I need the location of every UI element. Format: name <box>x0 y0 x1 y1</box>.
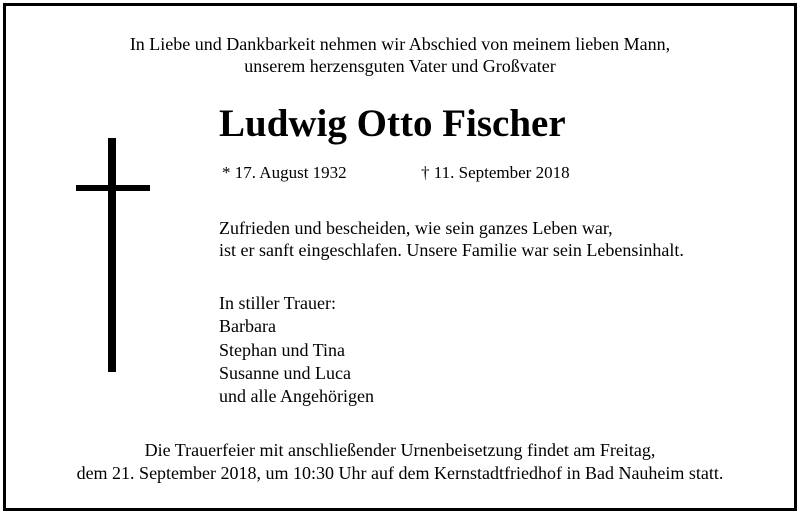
mourners-heading: In stiller Trauer: <box>219 293 336 313</box>
death-date: † 11. September 2018 <box>421 163 570 182</box>
cross-horizontal-bar <box>76 185 150 191</box>
epitaph-line-2: ist er sanft eingeschlafen. Unsere Familie war sein Lebensinhalt. <box>219 240 684 260</box>
cross-vertical-bar <box>108 138 116 372</box>
mourner-name: Stephan und Tina <box>219 340 346 360</box>
funeral-info-line-2: dem 21. September 2018, um 10:30 Uhr auf dem Kernstadtfriedhof in Bad Nauheim statt. <box>76 463 724 483</box>
deceased-name: Ludwig Otto Fischer <box>219 102 566 145</box>
epitaph-line-1: Zufrieden und bescheiden, wie sein ganzes Leben war, <box>219 218 613 238</box>
mourner-name: und alle Angehörigen <box>219 386 374 406</box>
mourner-name: Susanne und Luca <box>219 363 351 383</box>
cross-icon <box>76 138 150 372</box>
birth-date: * 17. August 1932 <box>222 163 347 182</box>
intro-line-1: In Liebe und Dankbarkeit nehmen wir Abschied von meinem lieben Mann, <box>129 34 671 54</box>
mourner-name: Barbara <box>219 316 276 336</box>
funeral-info-line-1: Die Trauerfeier mit anschließender Urnenbeisetzung findet am Freitag, <box>144 440 656 460</box>
intro-line-2: unserem herzensguten Vater und Großvater <box>244 56 556 76</box>
